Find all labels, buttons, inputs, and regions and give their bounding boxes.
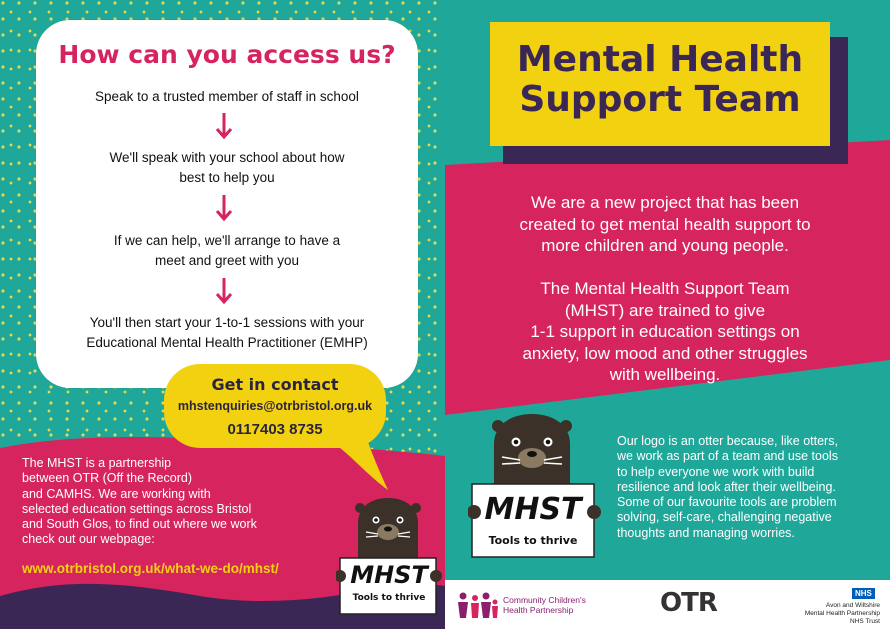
logo-explanation: Our logo is an otter because, like otters, we work as part of a team and use tools to help everyone we work with build resilience and look after their wellbeing. Some of our favourite tools are problem solving, self-care, challenging negative thoughts and managing worries. [617, 434, 838, 540]
website-link[interactable]: www.otrbristol.org.uk/what-we-do/mhst/ [22, 561, 279, 576]
main-title-line2: Support Team [519, 79, 801, 120]
step-2: We'll speak with your school about how best to help you [109, 150, 345, 185]
down-arrow-icon [214, 277, 234, 305]
down-arrow-icon [214, 112, 234, 140]
mhst-sign-large: MHST [484, 492, 582, 527]
access-title: How can you access us? [58, 40, 396, 69]
mhst-sign-small: MHST [350, 561, 428, 589]
tools-to-thrive-large: Tools to thrive [488, 534, 578, 547]
nhs-badge: NHS [852, 588, 875, 599]
main-title-line1: Mental Health [516, 39, 804, 80]
otr-logo: OTR [660, 588, 717, 618]
partnership-text: The MHST is a partnership between OTR (Off the Record) and CAMHS. We are working with selected education settings across Bristol and South Glos, to find out where we work check out our webpage: [22, 456, 257, 547]
down-arrow-icon [214, 194, 234, 222]
step-1: Speak to a trusted member of staff in school [95, 89, 359, 104]
ccp-family-logo-icon [455, 590, 499, 620]
contact-phone[interactable]: 0117403 8735 [227, 421, 323, 438]
contact-email[interactable]: mhstenquiries@otrbristol.org.uk [177, 399, 373, 413]
step-3: If we can help, we'll arrange to have a meet and greet with you [113, 233, 341, 268]
contact-title: Get in contact [211, 375, 339, 394]
main-title [490, 40, 830, 120]
ccp-logo-text: Community Children's Health Partnership [503, 595, 586, 615]
intro-text: We are a new project that has been created to get mental health support to more children and young people. The Mental Health Support Team (MHST) are trained to give 1-1 support in education settings on anxiety, low mood and other struggles with wellbeing. [519, 193, 811, 384]
awp-logo-text: Avon and Wiltshire Mental Health Partnership NHS Trust [804, 602, 880, 625]
tools-to-thrive-small: Tools to thrive [352, 593, 426, 603]
step-4: You'll then start your 1-to-1 sessions with your Educational Mental Health Practitioner (EMHP) [86, 315, 368, 350]
